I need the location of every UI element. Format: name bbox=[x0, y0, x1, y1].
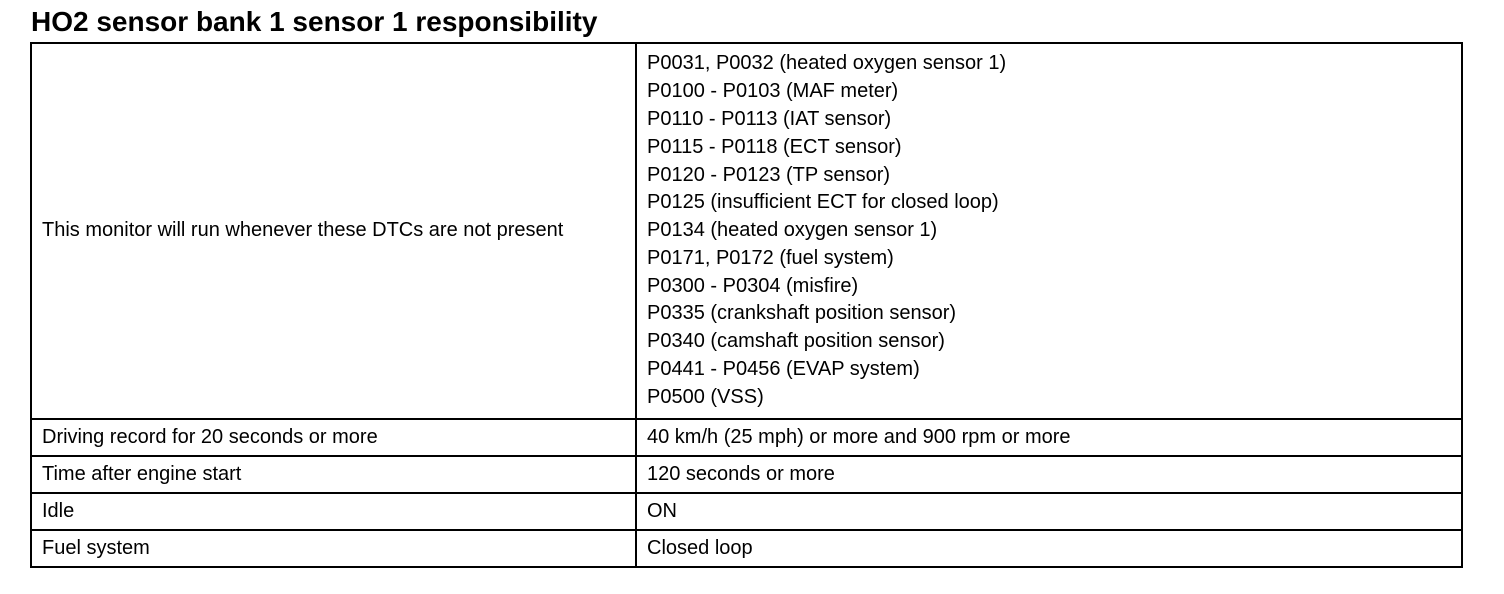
condition-value: 40 km/h (25 mph) or more and 900 rpm or more bbox=[636, 419, 1462, 456]
condition-label: Time after engine start bbox=[31, 456, 636, 493]
dtc-item: P0125 (insufficient ECT for closed loop) bbox=[647, 191, 999, 214]
condition-label: This monitor will run whenever these DTCs are not present bbox=[31, 43, 636, 419]
dtc-item: P0100 - P0103 (MAF meter) bbox=[647, 80, 899, 103]
condition-label: Idle bbox=[31, 493, 636, 530]
condition-label: Driving record for 20 seconds or more bbox=[31, 419, 636, 456]
page-title: HO2 sensor bank 1 sensor 1 responsibility bbox=[31, 6, 598, 37]
condition-value: Closed loop bbox=[636, 530, 1462, 567]
dtc-item: P0500 (VSS) bbox=[647, 385, 764, 408]
dtc-item: P0300 - P0304 (misfire) bbox=[647, 274, 859, 297]
dtc-item: P0110 - P0113 (IAT sensor) bbox=[647, 107, 892, 130]
dtc-list bbox=[647, 50, 1451, 411]
dtc-item: P0335 (crankshaft position sensor) bbox=[647, 302, 957, 325]
table-row bbox=[31, 530, 1462, 567]
dtc-item: P0134 (heated oxygen sensor 1) bbox=[647, 219, 938, 242]
dtc-item: P0441 - P0456 (EVAP system) bbox=[647, 358, 920, 381]
table-row bbox=[31, 419, 1462, 456]
dtc-item: P0115 - P0118 (ECT sensor) bbox=[647, 135, 902, 158]
table-row bbox=[31, 456, 1462, 493]
conditions-table bbox=[30, 42, 1463, 568]
dtc-item: P0171, P0172 (fuel system) bbox=[647, 246, 894, 269]
table-row bbox=[31, 493, 1462, 530]
condition-label: Fuel system bbox=[31, 530, 636, 567]
dtc-item: P0031, P0032 (heated oxygen sensor 1) bbox=[647, 52, 1007, 75]
dtc-list-cell bbox=[636, 43, 1462, 419]
dtc-item: P0120 - P0123 (TP sensor) bbox=[647, 163, 891, 186]
table-row-dtc-conditions bbox=[31, 43, 1462, 419]
condition-value: ON bbox=[636, 493, 1462, 530]
condition-value: 120 seconds or more bbox=[636, 456, 1462, 493]
dtc-item: P0340 (camshaft position sensor) bbox=[647, 330, 945, 353]
